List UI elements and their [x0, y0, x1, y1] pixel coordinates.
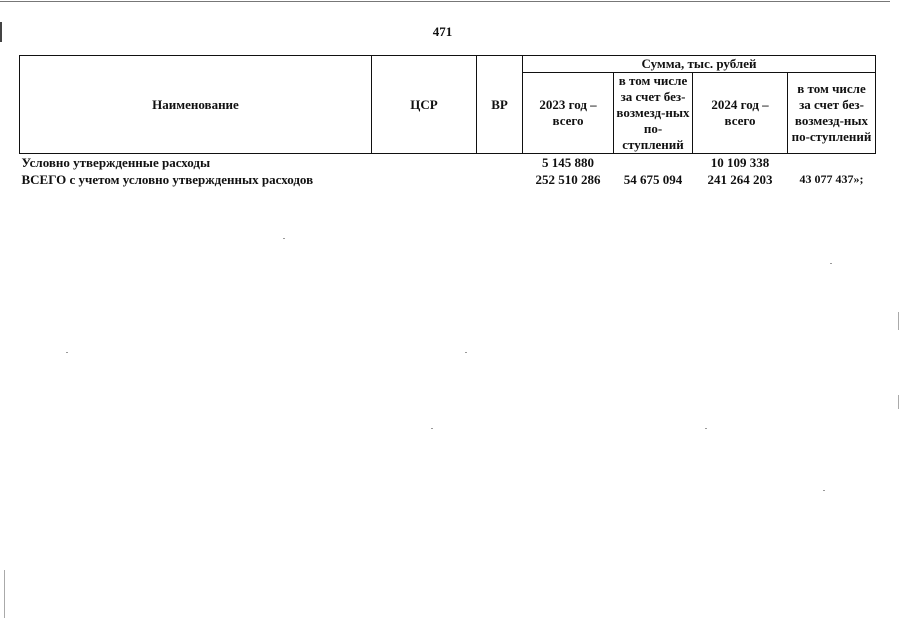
row-name: ВСЕГО с учетом условно утвержденных расходов	[21, 172, 314, 187]
row-vr	[477, 154, 523, 172]
header-2024-grants: в том числе за счет без-возмезд-ных по-ступлений	[788, 73, 876, 154]
header-2023-grants: в том числе за счет без-возмезд-ных по-ступлений	[614, 73, 693, 154]
page-number: 471	[432, 24, 453, 39]
header-vr: ВР	[477, 56, 523, 154]
budget-table	[19, 55, 876, 188]
row-csr	[372, 154, 477, 172]
scan-speck	[283, 238, 285, 239]
scan-speck	[830, 263, 832, 264]
row-total-2023: 252 510 286	[535, 172, 601, 187]
header-2023-total: 2023 год – всего	[523, 73, 614, 154]
scan-edge-noise	[4, 570, 5, 618]
header-name: Наименование	[20, 56, 372, 154]
table-row	[20, 154, 876, 172]
row-total-2024: 10 109 338	[710, 155, 770, 170]
scan-edge-noise	[898, 395, 899, 409]
header-sum-group: Сумма, тыс. рублей	[523, 56, 876, 73]
row-name: Условно утвержденные расходы	[21, 155, 211, 170]
scan-speck	[66, 352, 68, 353]
header-2024-total: 2024 год – всего	[693, 73, 788, 154]
scan-speck	[705, 428, 707, 429]
row-total-2024: 241 264 203	[707, 172, 773, 187]
scan-top-edge	[0, 1, 890, 2]
row-grants-2024: 43 077 437»;	[799, 172, 864, 186]
table-row	[20, 171, 876, 188]
header-csr: ЦСР	[372, 56, 477, 154]
row-grants-2023	[614, 154, 693, 172]
row-vr	[477, 171, 523, 188]
row-csr	[372, 171, 477, 188]
scan-speck	[431, 428, 433, 429]
row-grants-2024	[788, 154, 876, 172]
row-grants-2023: 54 675 094	[623, 172, 683, 187]
scan-speck	[823, 490, 825, 491]
scan-edge-noise	[898, 312, 899, 330]
scan-speck	[465, 352, 467, 353]
row-total-2023: 5 145 880	[542, 155, 594, 170]
